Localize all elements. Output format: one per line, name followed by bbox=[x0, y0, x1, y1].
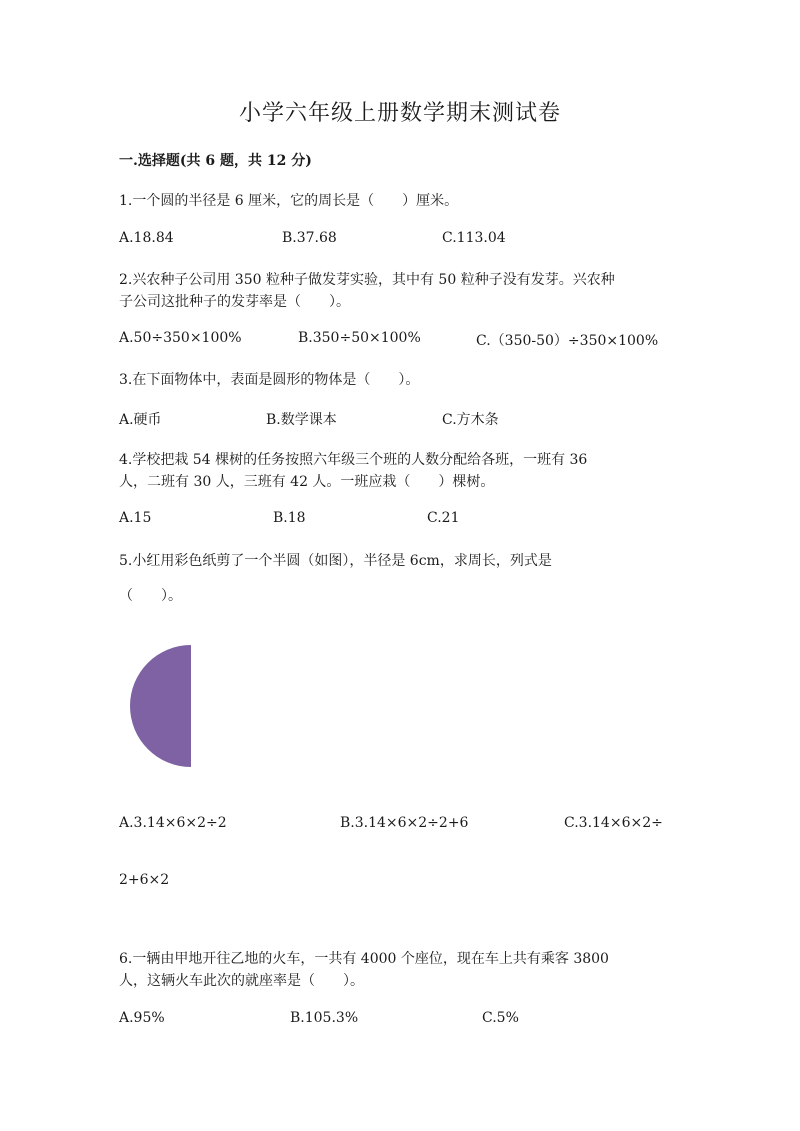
semicircle-shape bbox=[130, 645, 191, 767]
question-2-text-line-2: 子公司这批种子的发芽率是（ ）。 bbox=[119, 294, 350, 310]
question-5-text-line-1: 5.小红用彩色纸剪了一个半圆（如图），半径是 6cm，求周长，列式是 bbox=[119, 553, 552, 569]
question-5-option-b: B.3.14×6×2÷2+6 bbox=[340, 815, 469, 831]
semicircle-figure bbox=[128, 644, 194, 770]
question-4-option-c: C.21 bbox=[427, 510, 460, 526]
question-6-option-b: B.105.3% bbox=[290, 1010, 359, 1026]
question-3-text: 3.在下面物体中，表面是圆形的物体是（ ）。 bbox=[119, 372, 420, 388]
question-5-option-a: A.3.14×6×2÷2 bbox=[119, 815, 227, 831]
question-4-option-a: A.15 bbox=[119, 510, 152, 526]
question-4-option-b: B.18 bbox=[273, 510, 306, 526]
question-2-option-c: C.（350-50）÷350×100% bbox=[476, 333, 659, 349]
question-4-text-line-1: 4.学校把栽 54 棵树的任务按照六年级三个班的人数分配给各班，一班有 36 bbox=[119, 452, 588, 468]
question-3-option-b: B.数学课本 bbox=[266, 412, 337, 428]
question-2-option-b: B.350÷50×100% bbox=[298, 330, 421, 346]
question-3-option-a: A.硬币 bbox=[119, 412, 162, 428]
question-1-option-c: C.113.04 bbox=[442, 230, 506, 246]
question-5-option-c: C.3.14×6×2÷ bbox=[564, 815, 663, 831]
page-title: 小学六年级上册数学期末测试卷 bbox=[238, 101, 561, 126]
question-1-option-b: B.37.68 bbox=[282, 230, 337, 246]
question-6-option-c: C.5% bbox=[482, 1010, 519, 1026]
section-heading: 一.选择题(共 6 题，共 12 分) bbox=[119, 153, 312, 169]
question-1-text: 1.一个圆的半径是 6 厘米，它的周长是（ ）厘米。 bbox=[119, 193, 459, 209]
question-1-option-a: A.18.84 bbox=[119, 230, 174, 246]
question-6-text-line-2: 人，这辆火车此次的就座率是（ ）。 bbox=[119, 973, 364, 989]
question-5-option-c-continued: 2+6×2 bbox=[119, 872, 170, 888]
question-2-text-line-1: 2.兴农种子公司用 350 粒种子做发芽实验，其中有 50 粒种子没有发芽。兴农种 bbox=[119, 272, 615, 288]
question-3-option-c: C.方木条 bbox=[442, 412, 499, 428]
question-4-text-line-2: 人，二班有 30 人，三班有 42 人。一班应栽（ ）棵树。 bbox=[119, 474, 495, 490]
question-2-option-a: A.50÷350×100% bbox=[119, 330, 242, 346]
question-5-text-line-2: （ ）。 bbox=[119, 588, 182, 604]
question-6-option-a: A.95% bbox=[119, 1010, 165, 1026]
question-6-text-line-1: 6.一辆由甲地开往乙地的火车，一共有 4000 个座位，现在车上共有乘客 3800 bbox=[119, 951, 609, 967]
